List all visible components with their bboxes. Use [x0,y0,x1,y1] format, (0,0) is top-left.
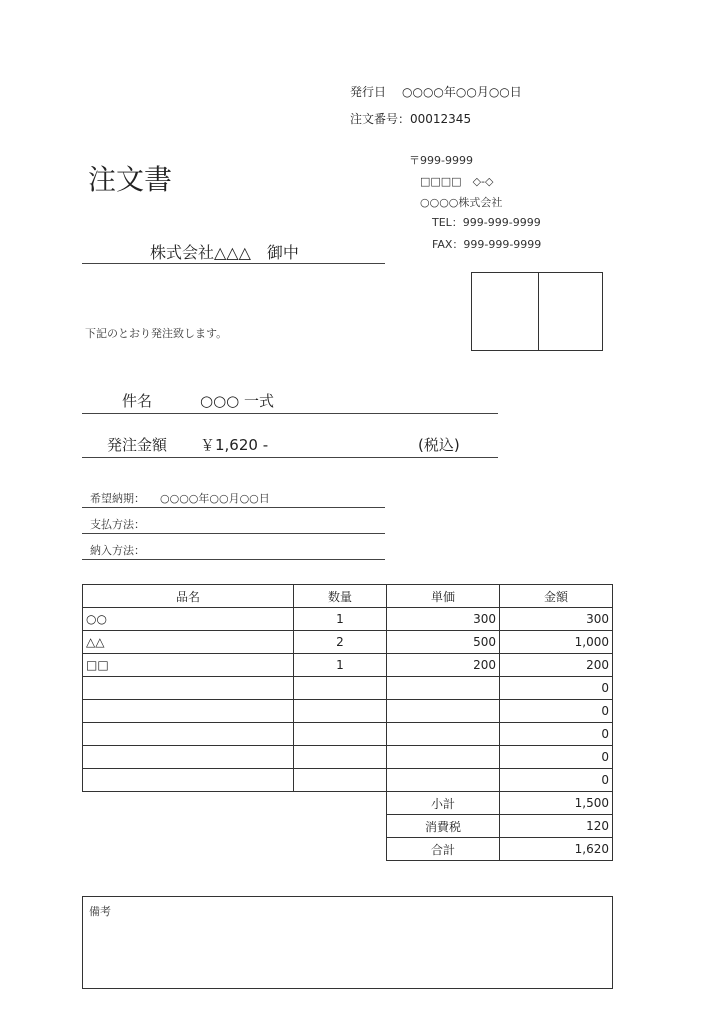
table-cell: 消費税 [387,815,500,838]
table-cell [294,723,387,746]
table-cell: △△ [83,631,294,654]
summary-row [83,838,613,861]
table-cell [294,746,387,769]
sender-tel: TEL：999-999-9999 [432,216,541,229]
subject-label: 件名 [122,392,153,410]
table-header [83,585,613,608]
table-cell: 0 [500,700,613,723]
divider [82,507,385,508]
table-cell: □□ [83,654,294,677]
table-cell [83,700,294,723]
table-cell: 1,000 [500,631,613,654]
amount-label: 発注金額 [107,436,168,454]
document-title: 注文書 [88,163,173,196]
table-cell: 300 [387,608,500,631]
sender-fax: FAX：999-999-9999 [432,238,542,251]
table-cell [294,815,387,838]
subject-value: ○○○ 一式 [200,392,275,410]
table-row [83,700,613,723]
order-number: 注文番号：00012345 [350,112,472,126]
table-cell [83,815,294,838]
table-cell [83,677,294,700]
table-cell: 0 [500,769,613,792]
delivery-method-label: 納入方法： [90,544,145,557]
divider [82,559,385,560]
sender-address: □□□□ ◇-◇ [420,175,494,188]
table-cell: 0 [500,677,613,700]
table-cell: 合計 [387,838,500,861]
recipient-underline [82,263,385,264]
table-row [83,631,613,654]
table-cell [294,769,387,792]
table-row [83,746,613,769]
table-cell [83,723,294,746]
table-cell [294,700,387,723]
table-cell [387,723,500,746]
table-cell: 0 [500,746,613,769]
table-row [83,654,613,677]
table-cell: 小計 [387,792,500,815]
table-cell: 120 [500,815,613,838]
table-cell [387,769,500,792]
delivery-date-label: 希望納期： [90,492,145,505]
table-cell [387,746,500,769]
amount-underline [82,457,498,458]
divider [82,533,385,534]
table-cell [294,677,387,700]
table-cell: 金額 [500,585,613,608]
table-cell: 200 [387,654,500,677]
table-cell: 1 [294,654,387,677]
table-cell [294,838,387,861]
table-cell: 単価 [387,585,500,608]
payment-method-label: 支払方法： [90,518,145,531]
table-cell: 数量 [294,585,387,608]
table-cell: 1,500 [500,792,613,815]
delivery-date-value: ○○○○年○○月○○日 [160,492,270,505]
table-cell: 300 [500,608,613,631]
table-row [83,608,613,631]
issue-date: ○○○○年○○月○○日 [402,85,522,99]
table-cell: 200 [500,654,613,677]
sender-company: ○○○○株式会社 [420,196,503,209]
summary-row [83,792,613,815]
table-row [83,769,613,792]
remarks-label: 備考 [89,905,111,918]
sender-postal: 〒999-9999 [409,154,473,167]
table-row [83,677,613,700]
amount-value: ￥1,620 - [200,436,269,454]
table-cell [294,792,387,815]
recipient: 株式会社△△△ 御中 [150,243,299,262]
summary-row [83,815,613,838]
stamp-box [471,272,539,351]
table-cell: ○○ [83,608,294,631]
table-cell [387,700,500,723]
table-cell: 1,620 [500,838,613,861]
table-cell [83,838,294,861]
table-cell: 品名 [83,585,294,608]
table-cell [83,769,294,792]
intro-text: 下記のとおり発注致します。 [85,327,228,340]
table-cell [387,677,500,700]
table-cell: 0 [500,723,613,746]
table-row [83,723,613,746]
items-table [82,584,613,861]
table-cell: 2 [294,631,387,654]
table-cell: 500 [387,631,500,654]
subject-underline [82,413,498,414]
issue-date-label: 発行日 [350,85,387,99]
amount-tax-note: (税込) [418,436,460,454]
stamp-box [538,272,603,351]
table-cell [83,746,294,769]
remarks-box [82,896,613,989]
table-cell [83,792,294,815]
table-cell: 1 [294,608,387,631]
